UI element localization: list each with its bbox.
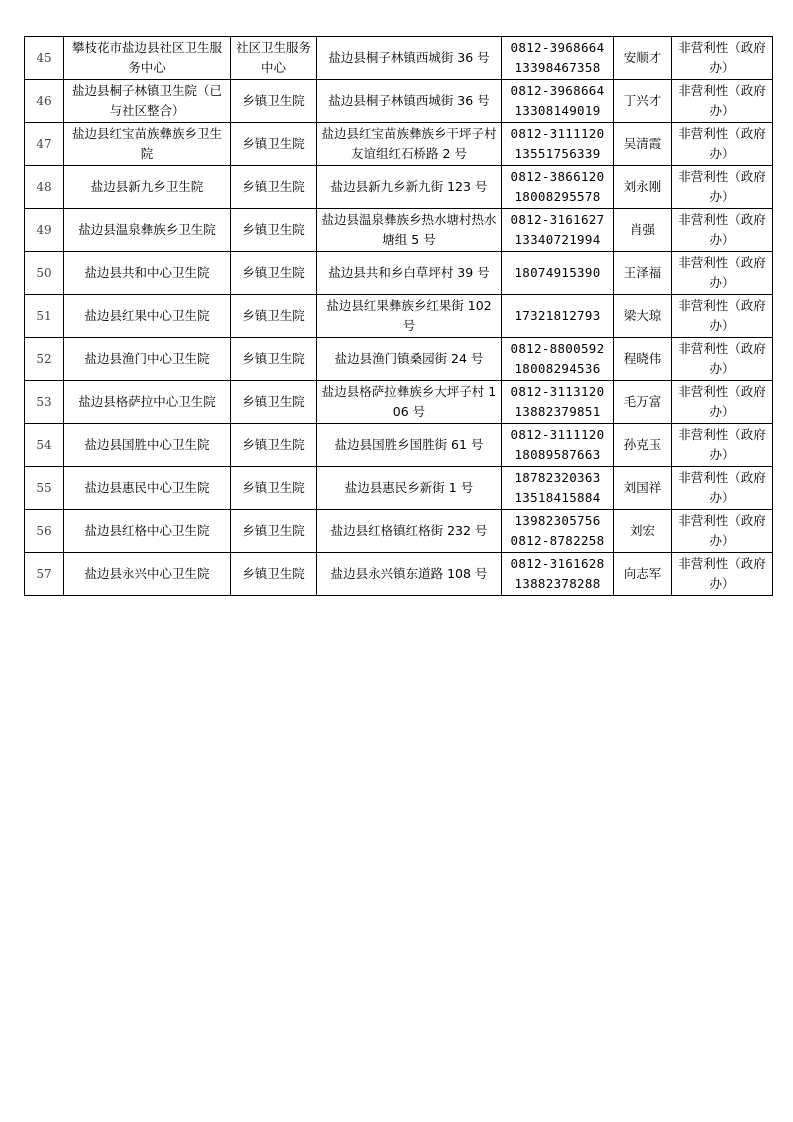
table-body — [25, 37, 773, 596]
table-row — [25, 295, 773, 338]
facility-type-cell: 乡镇卫生院 — [231, 553, 317, 596]
facility-name-cell: 盐边县格萨拉中心卫生院 — [64, 381, 231, 424]
phone-number: 13982305756 — [514, 513, 601, 528]
nature-cell: 非营利性（政府办） — [672, 166, 773, 209]
phone-number: 0812-3161628 — [510, 556, 605, 571]
phone-number: 0812-3968664 — [510, 83, 605, 98]
contact-person-cell: 向志军 — [614, 553, 672, 596]
table-row — [25, 338, 773, 381]
contact-person-cell: 刘永刚 — [614, 166, 672, 209]
phone-number: 17321812793 — [514, 308, 601, 323]
facility-name-cell: 盐边县红格中心卫生院 — [64, 510, 231, 553]
nature-cell: 非营利性（政府办） — [672, 123, 773, 166]
nature-cell: 非营利性（政府办） — [672, 37, 773, 80]
facility-type-cell: 社区卫生服务中心 — [231, 37, 317, 80]
nature-cell: 非营利性（政府办） — [672, 553, 773, 596]
facility-type-cell: 乡镇卫生院 — [231, 166, 317, 209]
row-index-cell: 52 — [25, 338, 64, 381]
phone-cell — [502, 80, 614, 123]
phone-number: 0812-3968664 — [510, 40, 605, 55]
facility-type-cell: 乡镇卫生院 — [231, 510, 317, 553]
contact-person-cell: 肖强 — [614, 209, 672, 252]
table-row — [25, 381, 773, 424]
phone-cell — [502, 338, 614, 381]
phone-number: 18008295578 — [514, 189, 601, 204]
table-row — [25, 37, 773, 80]
facility-name-cell: 盐边县国胜中心卫生院 — [64, 424, 231, 467]
row-index-cell: 46 — [25, 80, 64, 123]
phone-number: 13518415884 — [514, 490, 601, 505]
phone-number: 18008294536 — [514, 361, 601, 376]
contact-person-cell: 安顺才 — [614, 37, 672, 80]
nature-cell: 非营利性（政府办） — [672, 252, 773, 295]
phone-cell — [502, 166, 614, 209]
row-index-cell: 55 — [25, 467, 64, 510]
phone-cell — [502, 467, 614, 510]
nature-cell: 非营利性（政府办） — [672, 424, 773, 467]
contact-person-cell: 梁大琼 — [614, 295, 672, 338]
facility-type-cell: 乡镇卫生院 — [231, 80, 317, 123]
table-row — [25, 424, 773, 467]
row-index-cell: 47 — [25, 123, 64, 166]
phone-cell — [502, 510, 614, 553]
phone-cell — [502, 553, 614, 596]
address-cell: 盐边县国胜乡国胜街 61 号 — [317, 424, 502, 467]
nature-cell: 非营利性（政府办） — [672, 295, 773, 338]
facility-name-cell: 攀枝花市盐边县社区卫生服务中心 — [64, 37, 231, 80]
address-cell: 盐边县共和乡白草坪村 39 号 — [317, 252, 502, 295]
row-index-cell: 57 — [25, 553, 64, 596]
table-row — [25, 467, 773, 510]
facility-name-cell: 盐边县桐子林镇卫生院（已与社区整合） — [64, 80, 231, 123]
row-index-cell: 49 — [25, 209, 64, 252]
row-index-cell: 54 — [25, 424, 64, 467]
facility-name-cell: 盐边县渔门中心卫生院 — [64, 338, 231, 381]
facility-type-cell: 乡镇卫生院 — [231, 381, 317, 424]
address-cell: 盐边县惠民乡新街 1 号 — [317, 467, 502, 510]
nature-cell: 非营利性（政府办） — [672, 467, 773, 510]
facility-table — [24, 36, 773, 596]
row-index-cell: 45 — [25, 37, 64, 80]
phone-cell — [502, 381, 614, 424]
nature-cell: 非营利性（政府办） — [672, 510, 773, 553]
contact-person-cell: 程晓伟 — [614, 338, 672, 381]
phone-number: 0812-3866120 — [510, 169, 605, 184]
contact-person-cell: 刘国祥 — [614, 467, 672, 510]
phone-number: 13340721994 — [514, 232, 601, 247]
phone-number: 18074915390 — [514, 265, 601, 280]
address-cell: 盐边县红格镇红格街 232 号 — [317, 510, 502, 553]
phone-number: 13398467358 — [514, 60, 601, 75]
nature-cell: 非营利性（政府办） — [672, 80, 773, 123]
phone-number: 18782320363 — [514, 470, 601, 485]
address-cell: 盐边县渔门镇桑园街 24 号 — [317, 338, 502, 381]
facility-name-cell: 盐边县新九乡卫生院 — [64, 166, 231, 209]
phone-number: 18089587663 — [514, 447, 601, 462]
phone-cell — [502, 123, 614, 166]
phone-number: 0812-3161627 — [510, 212, 605, 227]
phone-number: 13308149019 — [514, 103, 601, 118]
facility-name-cell: 盐边县惠民中心卫生院 — [64, 467, 231, 510]
table-row — [25, 553, 773, 596]
facility-type-cell: 乡镇卫生院 — [231, 338, 317, 381]
phone-cell — [502, 252, 614, 295]
address-cell: 盐边县桐子林镇西城街 36 号 — [317, 80, 502, 123]
phone-number: 0812-3113120 — [510, 384, 605, 399]
facility-type-cell: 乡镇卫生院 — [231, 424, 317, 467]
contact-person-cell: 王泽福 — [614, 252, 672, 295]
document-page — [24, 36, 772, 596]
table-row — [25, 510, 773, 553]
phone-number: 0812-8782258 — [510, 533, 605, 548]
address-cell: 盐边县红宝苗族彝族乡干坪子村友谊组红石桥路 2 号 — [317, 123, 502, 166]
address-cell: 盐边县永兴镇东道路 108 号 — [317, 553, 502, 596]
address-cell: 盐边县温泉彝族乡热水塘村热水塘组 5 号 — [317, 209, 502, 252]
facility-type-cell: 乡镇卫生院 — [231, 209, 317, 252]
phone-cell — [502, 37, 614, 80]
table-row — [25, 209, 773, 252]
phone-cell — [502, 209, 614, 252]
phone-number: 0812-8800592 — [510, 341, 605, 356]
facility-name-cell: 盐边县永兴中心卫生院 — [64, 553, 231, 596]
contact-person-cell: 丁兴才 — [614, 80, 672, 123]
phone-number: 13882378288 — [514, 576, 601, 591]
row-index-cell: 50 — [25, 252, 64, 295]
facility-name-cell: 盐边县温泉彝族乡卫生院 — [64, 209, 231, 252]
facility-name-cell: 盐边县红宝苗族彝族乡卫生院 — [64, 123, 231, 166]
phone-cell — [502, 295, 614, 338]
facility-name-cell: 盐边县共和中心卫生院 — [64, 252, 231, 295]
row-index-cell: 48 — [25, 166, 64, 209]
facility-name-cell: 盐边县红果中心卫生院 — [64, 295, 231, 338]
address-cell: 盐边县红果彝族乡红果街 102 号 — [317, 295, 502, 338]
phone-number: 13551756339 — [514, 146, 601, 161]
facility-type-cell: 乡镇卫生院 — [231, 295, 317, 338]
address-cell: 盐边县桐子林镇西城街 36 号 — [317, 37, 502, 80]
contact-person-cell: 刘宏 — [614, 510, 672, 553]
table-row — [25, 166, 773, 209]
nature-cell: 非营利性（政府办） — [672, 209, 773, 252]
phone-number: 13882379851 — [514, 404, 601, 419]
table-row — [25, 123, 773, 166]
phone-number: 0812-3111120 — [510, 126, 605, 141]
facility-type-cell: 乡镇卫生院 — [231, 252, 317, 295]
nature-cell: 非营利性（政府办） — [672, 381, 773, 424]
phone-cell — [502, 424, 614, 467]
table-row — [25, 252, 773, 295]
contact-person-cell: 孙克玉 — [614, 424, 672, 467]
facility-type-cell: 乡镇卫生院 — [231, 467, 317, 510]
phone-number: 0812-3111120 — [510, 427, 605, 442]
address-cell: 盐边县格萨拉彝族乡大坪子村 106 号 — [317, 381, 502, 424]
row-index-cell: 56 — [25, 510, 64, 553]
row-index-cell: 53 — [25, 381, 64, 424]
facility-type-cell: 乡镇卫生院 — [231, 123, 317, 166]
table-row — [25, 80, 773, 123]
row-index-cell: 51 — [25, 295, 64, 338]
contact-person-cell: 吴清霞 — [614, 123, 672, 166]
address-cell: 盐边县新九乡新九街 123 号 — [317, 166, 502, 209]
contact-person-cell: 毛万富 — [614, 381, 672, 424]
nature-cell: 非营利性（政府办） — [672, 338, 773, 381]
